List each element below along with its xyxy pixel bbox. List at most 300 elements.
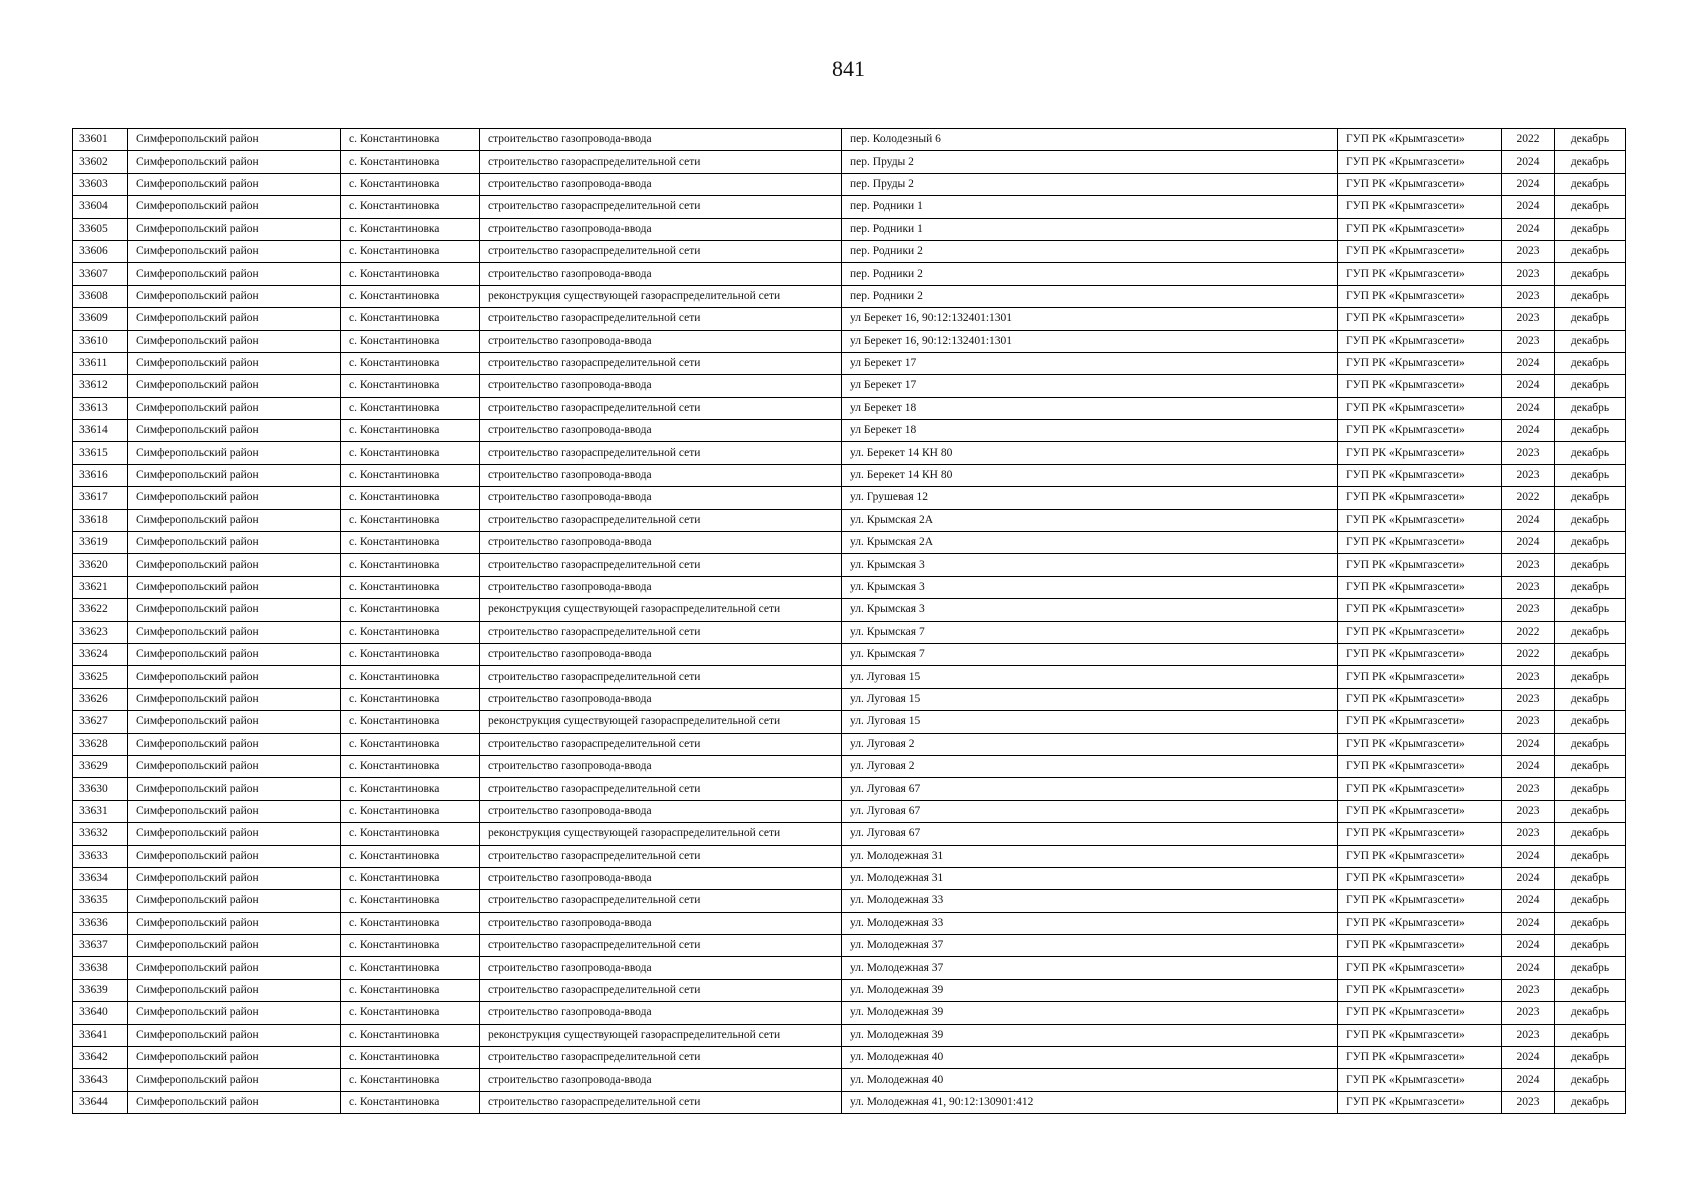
table-row: [73, 554, 1626, 576]
organization-cell: ГУП РК «Крымгазсети»: [1338, 532, 1502, 554]
district-cell: Симферопольский район: [128, 1047, 341, 1069]
year-cell: 2024: [1502, 352, 1555, 374]
year-cell: 2023: [1502, 1024, 1555, 1046]
year-cell: 2024: [1502, 890, 1555, 912]
address-cell: ул. Грушевая 12: [842, 487, 1338, 509]
month-cell: декабрь: [1555, 867, 1626, 889]
district-cell: Симферопольский район: [128, 240, 341, 262]
month-cell: декабрь: [1555, 1091, 1626, 1113]
district-cell: Симферопольский район: [128, 1002, 341, 1024]
work-type-cell: строительство газораспределительной сети: [480, 621, 842, 643]
organization-cell: ГУП РК «Крымгазсети»: [1338, 979, 1502, 1001]
year-cell: 2022: [1502, 621, 1555, 643]
organization-cell: ГУП РК «Крымгазсети»: [1338, 129, 1502, 151]
locality-cell: с. Константиновка: [341, 733, 480, 755]
locality-cell: с. Константиновка: [341, 218, 480, 240]
district-cell: Симферопольский район: [128, 330, 341, 352]
address-cell: ул. Луговая 2: [842, 733, 1338, 755]
organization-cell: ГУП РК «Крымгазсети»: [1338, 1069, 1502, 1091]
year-cell: 2024: [1502, 867, 1555, 889]
organization-cell: ГУП РК «Крымгазсети»: [1338, 778, 1502, 800]
organization-cell: ГУП РК «Крымгазсети»: [1338, 755, 1502, 777]
month-cell: декабрь: [1555, 487, 1626, 509]
year-cell: 2023: [1502, 464, 1555, 486]
locality-cell: с. Константиновка: [341, 912, 480, 934]
table-row: [73, 129, 1626, 151]
record-number: 33602: [73, 151, 128, 173]
month-cell: декабрь: [1555, 397, 1626, 419]
district-cell: Симферопольский район: [128, 755, 341, 777]
table-row: [73, 330, 1626, 352]
work-type-cell: строительство газораспределительной сети: [480, 352, 842, 374]
table-row: [73, 285, 1626, 307]
month-cell: декабрь: [1555, 308, 1626, 330]
registry-body: [73, 129, 1626, 1114]
address-cell: ул. Молодежная 33: [842, 890, 1338, 912]
work-type-cell: строительство газораспределительной сети: [480, 845, 842, 867]
month-cell: декабрь: [1555, 196, 1626, 218]
record-number: 33625: [73, 666, 128, 688]
table-row: [73, 576, 1626, 598]
month-cell: декабрь: [1555, 823, 1626, 845]
organization-cell: ГУП РК «Крымгазсети»: [1338, 397, 1502, 419]
year-cell: 2023: [1502, 1002, 1555, 1024]
month-cell: декабрь: [1555, 464, 1626, 486]
district-cell: Симферопольский район: [128, 375, 341, 397]
month-cell: декабрь: [1555, 1047, 1626, 1069]
work-type-cell: строительство газораспределительной сети: [480, 733, 842, 755]
table-row: [73, 755, 1626, 777]
record-number: 33611: [73, 352, 128, 374]
organization-cell: ГУП РК «Крымгазсети»: [1338, 1024, 1502, 1046]
record-number: 33643: [73, 1069, 128, 1091]
locality-cell: с. Константиновка: [341, 151, 480, 173]
work-type-cell: реконструкция существующей газораспределительной сети: [480, 285, 842, 307]
organization-cell: ГУП РК «Крымгазсети»: [1338, 957, 1502, 979]
record-number: 33620: [73, 554, 128, 576]
work-type-cell: строительство газопровода-ввода: [480, 330, 842, 352]
year-cell: 2023: [1502, 1091, 1555, 1113]
organization-cell: ГУП РК «Крымгазсети»: [1338, 240, 1502, 262]
locality-cell: с. Константиновка: [341, 1069, 480, 1091]
organization-cell: ГУП РК «Крымгазсети»: [1338, 285, 1502, 307]
organization-cell: ГУП РК «Крымгазсети»: [1338, 576, 1502, 598]
record-number: 33637: [73, 935, 128, 957]
locality-cell: с. Константиновка: [341, 1024, 480, 1046]
table-row: [73, 912, 1626, 934]
month-cell: декабрь: [1555, 554, 1626, 576]
year-cell: 2024: [1502, 845, 1555, 867]
month-cell: декабрь: [1555, 129, 1626, 151]
year-cell: 2023: [1502, 442, 1555, 464]
locality-cell: с. Константиновка: [341, 330, 480, 352]
table-row: [73, 666, 1626, 688]
year-cell: 2023: [1502, 285, 1555, 307]
locality-cell: с. Константиновка: [341, 442, 480, 464]
address-cell: пер. Родники 1: [842, 196, 1338, 218]
record-number: 33640: [73, 1002, 128, 1024]
address-cell: ул. Луговая 15: [842, 666, 1338, 688]
record-number: 33626: [73, 688, 128, 710]
address-cell: ул. Крымская 3: [842, 599, 1338, 621]
month-cell: декабрь: [1555, 755, 1626, 777]
organization-cell: ГУП РК «Крымгазсети»: [1338, 464, 1502, 486]
address-cell: ул. Луговая 67: [842, 800, 1338, 822]
district-cell: Симферопольский район: [128, 800, 341, 822]
work-type-cell: строительство газопровода-ввода: [480, 957, 842, 979]
table-row: [73, 420, 1626, 442]
work-type-cell: строительство газопровода-ввода: [480, 688, 842, 710]
record-number: 33610: [73, 330, 128, 352]
year-cell: 2024: [1502, 420, 1555, 442]
table-row: [73, 845, 1626, 867]
organization-cell: ГУП РК «Крымгазсети»: [1338, 1047, 1502, 1069]
locality-cell: с. Константиновка: [341, 196, 480, 218]
month-cell: декабрь: [1555, 240, 1626, 262]
organization-cell: ГУП РК «Крымгазсети»: [1338, 1002, 1502, 1024]
work-type-cell: строительство газопровода-ввода: [480, 263, 842, 285]
year-cell: 2023: [1502, 800, 1555, 822]
record-number: 33615: [73, 442, 128, 464]
district-cell: Симферопольский район: [128, 442, 341, 464]
month-cell: декабрь: [1555, 576, 1626, 598]
table-row: [73, 643, 1626, 665]
district-cell: Симферопольский район: [128, 711, 341, 733]
address-cell: ул. Молодежная 37: [842, 957, 1338, 979]
work-type-cell: строительство газопровода-ввода: [480, 129, 842, 151]
year-cell: 2023: [1502, 688, 1555, 710]
table-row: [73, 487, 1626, 509]
address-cell: ул. Молодежная 40: [842, 1047, 1338, 1069]
year-cell: 2024: [1502, 755, 1555, 777]
address-cell: ул. Крымская 3: [842, 554, 1338, 576]
address-cell: ул. Берекет 14 КН 80: [842, 442, 1338, 464]
district-cell: Симферопольский район: [128, 688, 341, 710]
organization-cell: ГУП РК «Крымгазсети»: [1338, 442, 1502, 464]
organization-cell: ГУП РК «Крымгазсети»: [1338, 621, 1502, 643]
month-cell: декабрь: [1555, 330, 1626, 352]
work-type-cell: строительство газораспределительной сети: [480, 666, 842, 688]
address-cell: ул Берекет 17: [842, 352, 1338, 374]
work-type-cell: реконструкция существующей газораспределительной сети: [480, 599, 842, 621]
table-row: [73, 509, 1626, 531]
record-number: 33616: [73, 464, 128, 486]
table-row: [73, 464, 1626, 486]
district-cell: Симферопольский район: [128, 890, 341, 912]
organization-cell: ГУП РК «Крымгазсети»: [1338, 509, 1502, 531]
record-number: 33601: [73, 129, 128, 151]
table-row: [73, 1069, 1626, 1091]
year-cell: 2024: [1502, 173, 1555, 195]
work-type-cell: строительство газораспределительной сети: [480, 935, 842, 957]
district-cell: Симферопольский район: [128, 1091, 341, 1113]
organization-cell: ГУП РК «Крымгазсети»: [1338, 666, 1502, 688]
organization-cell: ГУП РК «Крымгазсети»: [1338, 487, 1502, 509]
district-cell: Симферопольский район: [128, 778, 341, 800]
month-cell: декабрь: [1555, 173, 1626, 195]
work-type-cell: строительство газопровода-ввода: [480, 375, 842, 397]
district-cell: Симферопольский район: [128, 666, 341, 688]
month-cell: декабрь: [1555, 285, 1626, 307]
district-cell: Симферопольский район: [128, 621, 341, 643]
year-cell: 2023: [1502, 263, 1555, 285]
work-type-cell: строительство газораспределительной сети: [480, 240, 842, 262]
organization-cell: ГУП РК «Крымгазсети»: [1338, 151, 1502, 173]
year-cell: 2023: [1502, 666, 1555, 688]
locality-cell: с. Константиновка: [341, 240, 480, 262]
year-cell: 2024: [1502, 532, 1555, 554]
year-cell: 2024: [1502, 1069, 1555, 1091]
work-type-cell: строительство газопровода-ввода: [480, 464, 842, 486]
work-type-cell: строительство газораспределительной сети: [480, 979, 842, 1001]
locality-cell: с. Константиновка: [341, 397, 480, 419]
locality-cell: с. Константиновка: [341, 755, 480, 777]
district-cell: Симферопольский район: [128, 129, 341, 151]
district-cell: Симферопольский район: [128, 420, 341, 442]
work-type-cell: строительство газопровода-ввода: [480, 867, 842, 889]
work-type-cell: строительство газопровода-ввода: [480, 800, 842, 822]
record-number: 33636: [73, 912, 128, 934]
organization-cell: ГУП РК «Крымгазсети»: [1338, 352, 1502, 374]
address-cell: ул Берекет 16, 90:12:132401:1301: [842, 330, 1338, 352]
work-type-cell: реконструкция существующей газораспределительной сети: [480, 823, 842, 845]
table-row: [73, 1091, 1626, 1113]
district-cell: Симферопольский район: [128, 532, 341, 554]
district-cell: Симферопольский район: [128, 912, 341, 934]
district-cell: Симферопольский район: [128, 554, 341, 576]
locality-cell: с. Константиновка: [341, 867, 480, 889]
locality-cell: с. Константиновка: [341, 420, 480, 442]
district-cell: Симферопольский район: [128, 263, 341, 285]
month-cell: декабрь: [1555, 957, 1626, 979]
address-cell: пер. Пруды 2: [842, 173, 1338, 195]
table-row: [73, 442, 1626, 464]
record-number: 33628: [73, 733, 128, 755]
table-row: [73, 196, 1626, 218]
organization-cell: ГУП РК «Крымгазсети»: [1338, 711, 1502, 733]
organization-cell: ГУП РК «Крымгазсети»: [1338, 912, 1502, 934]
record-number: 33632: [73, 823, 128, 845]
record-number: 33623: [73, 621, 128, 643]
district-cell: Симферопольский район: [128, 352, 341, 374]
year-cell: 2023: [1502, 599, 1555, 621]
work-type-cell: строительство газопровода-ввода: [480, 755, 842, 777]
work-type-cell: строительство газораспределительной сети: [480, 778, 842, 800]
organization-cell: ГУП РК «Крымгазсети»: [1338, 599, 1502, 621]
work-type-cell: строительство газораспределительной сети: [480, 196, 842, 218]
organization-cell: ГУП РК «Крымгазсети»: [1338, 375, 1502, 397]
month-cell: декабрь: [1555, 420, 1626, 442]
district-cell: Симферопольский район: [128, 285, 341, 307]
address-cell: ул. Луговая 15: [842, 711, 1338, 733]
work-type-cell: строительство газораспределительной сети: [480, 509, 842, 531]
year-cell: 2023: [1502, 576, 1555, 598]
year-cell: 2024: [1502, 218, 1555, 240]
record-number: 33635: [73, 890, 128, 912]
locality-cell: с. Константиновка: [341, 800, 480, 822]
table-row: [73, 308, 1626, 330]
month-cell: декабрь: [1555, 218, 1626, 240]
work-type-cell: строительство газораспределительной сети: [480, 397, 842, 419]
table-row: [73, 397, 1626, 419]
year-cell: 2023: [1502, 240, 1555, 262]
locality-cell: с. Константиновка: [341, 554, 480, 576]
locality-cell: с. Константиновка: [341, 532, 480, 554]
locality-cell: с. Константиновка: [341, 979, 480, 1001]
work-type-cell: строительство газопровода-ввода: [480, 643, 842, 665]
district-cell: Симферопольский район: [128, 867, 341, 889]
district-cell: Симферопольский район: [128, 397, 341, 419]
work-type-cell: строительство газопровода-ввода: [480, 173, 842, 195]
address-cell: ул. Крымская 2А: [842, 509, 1338, 531]
year-cell: 2022: [1502, 643, 1555, 665]
table-row: [73, 240, 1626, 262]
district-cell: Симферопольский район: [128, 733, 341, 755]
record-number: 33619: [73, 532, 128, 554]
organization-cell: ГУП РК «Крымгазсети»: [1338, 688, 1502, 710]
address-cell: ул. Молодежная 39: [842, 1002, 1338, 1024]
table-row: [73, 1047, 1626, 1069]
record-number: 33644: [73, 1091, 128, 1113]
district-cell: Симферопольский район: [128, 957, 341, 979]
record-number: 33639: [73, 979, 128, 1001]
district-cell: Симферопольский район: [128, 823, 341, 845]
district-cell: Симферопольский район: [128, 1024, 341, 1046]
address-cell: ул. Луговая 15: [842, 688, 1338, 710]
month-cell: декабрь: [1555, 733, 1626, 755]
year-cell: 2022: [1502, 487, 1555, 509]
month-cell: декабрь: [1555, 151, 1626, 173]
district-cell: Симферопольский район: [128, 845, 341, 867]
month-cell: декабрь: [1555, 375, 1626, 397]
address-cell: ул Берекет 17: [842, 375, 1338, 397]
month-cell: декабрь: [1555, 532, 1626, 554]
locality-cell: с. Константиновка: [341, 935, 480, 957]
locality-cell: с. Константиновка: [341, 957, 480, 979]
year-cell: 2024: [1502, 935, 1555, 957]
organization-cell: ГУП РК «Крымгазсети»: [1338, 733, 1502, 755]
month-cell: декабрь: [1555, 621, 1626, 643]
locality-cell: с. Константиновка: [341, 487, 480, 509]
year-cell: 2023: [1502, 330, 1555, 352]
locality-cell: с. Константиновка: [341, 1091, 480, 1113]
district-cell: Симферопольский район: [128, 308, 341, 330]
locality-cell: с. Константиновка: [341, 509, 480, 531]
district-cell: Симферопольский район: [128, 173, 341, 195]
locality-cell: с. Константиновка: [341, 845, 480, 867]
month-cell: декабрь: [1555, 935, 1626, 957]
address-cell: ул. Берекет 14 КН 80: [842, 464, 1338, 486]
locality-cell: с. Константиновка: [341, 666, 480, 688]
table-row: [73, 263, 1626, 285]
month-cell: декабрь: [1555, 778, 1626, 800]
address-cell: ул. Луговая 2: [842, 755, 1338, 777]
table-row: [73, 621, 1626, 643]
work-type-cell: реконструкция существующей газораспределительной сети: [480, 1024, 842, 1046]
year-cell: 2023: [1502, 823, 1555, 845]
year-cell: 2022: [1502, 129, 1555, 151]
district-cell: Симферопольский район: [128, 576, 341, 598]
district-cell: Симферопольский район: [128, 151, 341, 173]
record-number: 33642: [73, 1047, 128, 1069]
record-number: 33631: [73, 800, 128, 822]
month-cell: декабрь: [1555, 666, 1626, 688]
month-cell: декабрь: [1555, 890, 1626, 912]
record-number: 33604: [73, 196, 128, 218]
record-number: 33607: [73, 263, 128, 285]
year-cell: 2024: [1502, 957, 1555, 979]
record-number: 33614: [73, 420, 128, 442]
record-number: 33613: [73, 397, 128, 419]
district-cell: Симферопольский район: [128, 487, 341, 509]
page-number: 841: [832, 56, 865, 81]
address-cell: ул. Луговая 67: [842, 778, 1338, 800]
record-number: 33618: [73, 509, 128, 531]
address-cell: ул. Крымская 3: [842, 576, 1338, 598]
address-cell: ул. Молодежная 40: [842, 1069, 1338, 1091]
table-row: [73, 532, 1626, 554]
month-cell: декабрь: [1555, 800, 1626, 822]
address-cell: пер. Пруды 2: [842, 151, 1338, 173]
work-type-cell: строительство газораспределительной сети: [480, 151, 842, 173]
organization-cell: ГУП РК «Крымгазсети»: [1338, 218, 1502, 240]
table-row: [73, 979, 1626, 1001]
work-type-cell: строительство газопровода-ввода: [480, 532, 842, 554]
locality-cell: с. Константиновка: [341, 621, 480, 643]
organization-cell: ГУП РК «Крымгазсети»: [1338, 643, 1502, 665]
table-row: [73, 711, 1626, 733]
year-cell: 2024: [1502, 151, 1555, 173]
address-cell: ул Берекет 18: [842, 420, 1338, 442]
month-cell: декабрь: [1555, 1069, 1626, 1091]
month-cell: декабрь: [1555, 509, 1626, 531]
month-cell: декабрь: [1555, 979, 1626, 1001]
address-cell: пер. Родники 2: [842, 263, 1338, 285]
organization-cell: ГУП РК «Крымгазсети»: [1338, 845, 1502, 867]
year-cell: 2024: [1502, 1047, 1555, 1069]
organization-cell: ГУП РК «Крымгазсети»: [1338, 420, 1502, 442]
locality-cell: с. Константиновка: [341, 173, 480, 195]
locality-cell: с. Константиновка: [341, 778, 480, 800]
address-cell: ул. Молодежная 31: [842, 867, 1338, 889]
month-cell: декабрь: [1555, 442, 1626, 464]
table-row: [73, 733, 1626, 755]
locality-cell: с. Константиновка: [341, 263, 480, 285]
district-cell: Симферопольский район: [128, 643, 341, 665]
organization-cell: ГУП РК «Крымгазсети»: [1338, 1091, 1502, 1113]
locality-cell: с. Константиновка: [341, 375, 480, 397]
address-cell: ул. Молодежная 33: [842, 912, 1338, 934]
month-cell: декабрь: [1555, 1024, 1626, 1046]
month-cell: декабрь: [1555, 711, 1626, 733]
record-number: 33603: [73, 173, 128, 195]
year-cell: 2023: [1502, 711, 1555, 733]
locality-cell: с. Константиновка: [341, 599, 480, 621]
record-number: 33624: [73, 643, 128, 665]
table-row: [73, 352, 1626, 374]
table-row: [73, 957, 1626, 979]
locality-cell: с. Константиновка: [341, 1047, 480, 1069]
record-number: 33633: [73, 845, 128, 867]
district-cell: Симферопольский район: [128, 196, 341, 218]
record-number: 33634: [73, 867, 128, 889]
table-row: [73, 890, 1626, 912]
table-row: [73, 173, 1626, 195]
work-type-cell: строительство газопровода-ввода: [480, 576, 842, 598]
year-cell: 2023: [1502, 554, 1555, 576]
record-number: 33617: [73, 487, 128, 509]
table-row: [73, 867, 1626, 889]
